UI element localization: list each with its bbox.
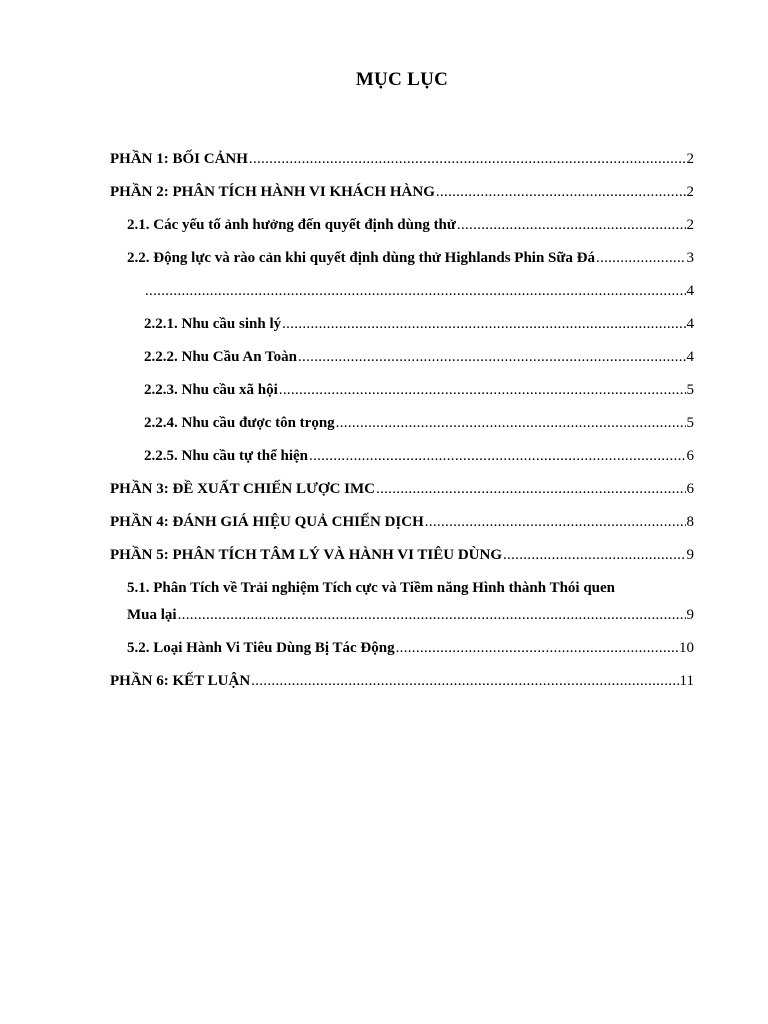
toc-entry-label: PHẦN 6: KẾT LUẬN xyxy=(110,673,251,689)
toc-page-number: 2 xyxy=(686,217,694,233)
toc-entry-phan-1[interactable] xyxy=(110,146,694,179)
toc-entry-phan-6[interactable] xyxy=(110,668,694,701)
toc-dot-leader xyxy=(282,311,685,338)
toc-entry-2-2-5[interactable] xyxy=(110,443,694,476)
toc-entry-label: PHẦN 3: ĐỀ XUẤT CHIẾN LƯỢC IMC xyxy=(110,481,376,497)
toc-entry-2-1[interactable] xyxy=(110,212,694,245)
toc-dot-leader xyxy=(249,146,686,173)
toc-entry-label-line1: 5.1. Phân Tích về Trải nghiệm Tích cực và Tiềm năng Hình thành Thói quen xyxy=(127,580,616,596)
toc-entry-phan-2[interactable] xyxy=(110,179,694,212)
toc-entry-label: 2.2.1. Nhu cầu sinh lý xyxy=(144,316,282,332)
toc-page-number: 4 xyxy=(686,316,694,332)
toc-page-number: 5 xyxy=(686,415,694,431)
toc-dot-leader xyxy=(596,245,686,272)
toc-page-number: 8 xyxy=(686,514,694,530)
toc-page-number: 5 xyxy=(686,382,694,398)
toc-page-number: 9 xyxy=(686,607,694,623)
toc-entry-phan-4[interactable] xyxy=(110,509,694,542)
toc-dot-leader xyxy=(178,602,686,629)
toc-entry-label: 2.2.5. Nhu cầu tự thể hiện xyxy=(144,448,309,464)
toc-page-number: 6 xyxy=(686,448,694,464)
toc-page-number: 4 xyxy=(686,349,694,365)
toc-entry-2-2-4[interactable] xyxy=(110,410,694,443)
toc-page-number: 4 xyxy=(686,283,694,299)
toc-entry-label: PHẦN 2: PHÂN TÍCH HÀNH VI KHÁCH HÀNG xyxy=(110,184,435,200)
toc-dot-leader xyxy=(309,443,685,470)
toc-dot-leader xyxy=(425,509,686,536)
toc-page-number: 3 xyxy=(686,250,694,266)
toc-entry-label: 2.2.3. Nhu cầu xã hội xyxy=(144,382,278,398)
toc-dot-leader xyxy=(298,344,686,371)
toc-entry-2-2-1[interactable] xyxy=(110,311,694,344)
toc-entry-phan-3[interactable] xyxy=(110,476,694,509)
toc-entry-label: 5.2. Loại Hành Vi Tiêu Dùng Bị Tác Động xyxy=(127,640,395,656)
toc-dot-leader xyxy=(145,278,686,305)
toc-entry-label: 2.2.4. Nhu cầu được tôn trọng xyxy=(144,415,335,431)
toc-dot-leader xyxy=(376,476,685,503)
toc-page-number: 10 xyxy=(679,640,694,656)
toc-entry-line2 xyxy=(127,602,694,629)
toc-page-number: 2 xyxy=(686,184,694,200)
toc-dot-leader xyxy=(336,410,686,437)
toc-entry-2-2-3[interactable] xyxy=(110,377,694,410)
toc-dot-leader xyxy=(457,212,686,239)
toc-dot-leader xyxy=(251,668,678,695)
toc-dot-leader xyxy=(436,179,686,206)
toc-entry-phan-5[interactable] xyxy=(110,542,694,575)
toc-dot-leader xyxy=(396,635,678,662)
toc-page-number: 9 xyxy=(686,547,694,563)
toc-entry-untitled[interactable] xyxy=(110,278,694,311)
toc-entry-5-2[interactable] xyxy=(110,635,694,668)
toc-entry-label-line2: Mua lại xyxy=(127,607,177,623)
toc-page-number: 11 xyxy=(679,673,694,689)
toc-entry-label: 2.2.2. Nhu Cầu An Toàn xyxy=(144,349,297,365)
toc-dot-leader xyxy=(279,377,686,404)
toc-entry-label: 2.2. Động lực và rào cản khi quyết định dùng thử Highlands Phin Sữa Đá xyxy=(127,250,595,266)
toc-dot-leader xyxy=(503,542,686,569)
toc-page-number: 6 xyxy=(686,481,694,497)
toc-entry-5-1[interactable] xyxy=(110,575,694,629)
toc-entry-label: PHẦN 4: ĐÁNH GIÁ HIỆU QUẢ CHIẾN DỊCH xyxy=(110,514,424,530)
toc-entry-2-2[interactable] xyxy=(110,245,694,278)
toc-page-number: 2 xyxy=(686,151,694,167)
toc-entry-label: PHẦN 1: BỐI CẢNH xyxy=(110,151,248,167)
page-title: MỤC LỤC xyxy=(355,69,449,90)
toc-entry-2-2-2[interactable] xyxy=(110,344,694,377)
toc-entry-label: 2.1. Các yếu tố ảnh hưởng đến quyết định dùng thử xyxy=(127,217,456,233)
table-of-contents xyxy=(110,146,694,701)
toc-entry-label: PHẦN 5: PHÂN TÍCH TÂM LÝ VÀ HÀNH VI TIÊU DÙNG xyxy=(110,547,502,563)
